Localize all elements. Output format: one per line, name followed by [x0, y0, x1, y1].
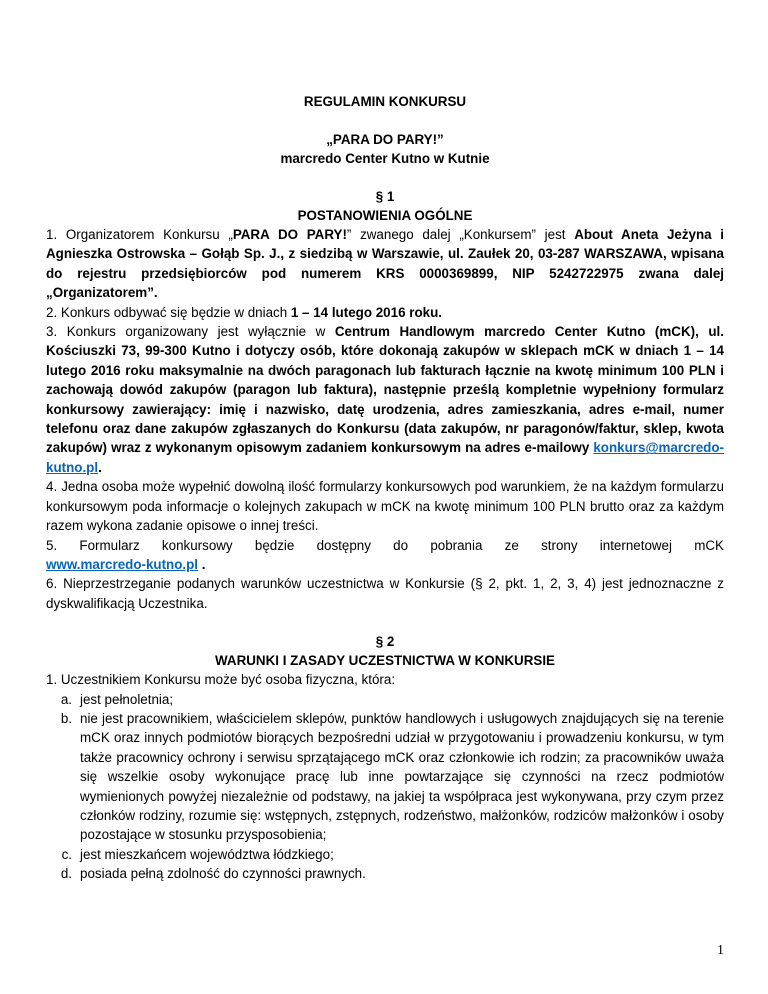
section-1-heading: POSTANOWIENIA OGÓLNE: [297, 208, 473, 223]
p2-dates: 1 – 14 lutego 2016 roku.: [290, 304, 442, 320]
section-1-paragraph-1: [46, 225, 724, 303]
section-1-paragraph-5: [46, 536, 724, 555]
p1-organizer-details: About Aneta Jeżyna i Agnieszka Ostrowska – Gołąb Sp. J., z siedzibą w Warszawie, ul. Zaułek 20, 03-287 WARSZAWA, wpisana do rejestru przedsiębiorców pod numerem KRS 0000369899, NIP 5242722975 zwana dalej „Organizatorem”.: [46, 227, 725, 301]
section-1-paragraph-3: [46, 322, 724, 477]
list-item-text: nie jest pracownikiem, właścicielem sklepów, punktów handlowych i usługowych znajdujących się na terenie mCK oraz innych podmiotów biorących bezpośredni udział w przygotowaniu i prowadzeniu konkursu, w tym także pracownicy ochrony i serwisu sprzątającego mCK oraz członkowie ich rodzin; za pracowników uważa się wszelkie osoby wykonujące pracę lub inne powtarzające się czynności na rzecz podmiotów wymienionych powyżej niezależnie od podstawy, na jakiej ta współpraca jest wykonywana, przy czym przez członków rodziny, rozumie się: wstępnych, zstępnych, rodzeństwo, małżonków, rodziców małżonków i osoby pozostające w stosunku przysposobienia;: [80, 710, 724, 843]
section-2-heading: WARUNKI I ZASADY UCZESTNICTWA W KONKURSIE: [215, 653, 555, 669]
section-1-paragraph-5-link-line: [46, 555, 724, 574]
p5-text-c: .: [198, 556, 206, 572]
list-item-marker: b.: [60, 710, 72, 726]
section-1-paragraph-2: [46, 303, 724, 322]
list-item: [46, 845, 724, 864]
p2-text-a: 2. Konkurs odbywać się będzie w dniach: [46, 304, 291, 320]
p3-text-a: 3. Konkurs organizowany jest wyłącznie w: [46, 324, 335, 340]
list-item-marker: d.: [60, 866, 72, 882]
list-item-text: posiada pełną zdolność do czynności prawnych.: [80, 866, 366, 882]
section-2-mark: § 2: [375, 634, 395, 650]
p3-details: Centrum Handlowym marcredo Center Kutno (mCK), ul. Kościuszki 73, 99-300 Kutno i dotyczy osób, które dokonają zakupów w sklepach mCK w dniach 1 – 14 lutego 2016 roku maksymalnie na dwóch paragonach lub fakturach łącznie na kwotę minimum 100 PLN i zachowają dowód zakupów (paragon lub faktura), następnie prześlą kompletnie wypełniony formularz konkursowy zawierający: imię i nazwisko, datę urodzenia, adres zamieszkania, adres e-mail, numer telefonu oraz dane zakupów zgłaszanych do Konkursu (data zakupów, nr paragonów/faktur, sklep, kwota zakupów) wraz z wykonanym opisowym zadaniem konkursowym na adres e-mailowy: [46, 324, 724, 456]
list-item: [46, 864, 724, 883]
p1-contest-name: PARA DO PARY!: [232, 227, 347, 242]
list-item: [46, 709, 724, 845]
page-number: 1: [717, 943, 724, 958]
p5-text-a: 5. Formularz konkursowy będzie dostępny do pobrania ze strony internetowej mCK: [46, 537, 724, 553]
list-item-marker: c.: [61, 846, 72, 862]
section-2-paragraph-1: 1. Uczestnikiem Konkursu może być osoba fizyczna, która:: [46, 672, 396, 688]
doc-subtitle-contest-name: „PARA DO PARY!”: [326, 132, 444, 147]
website-link[interactable]: www.marcredo-kutno.pl: [46, 556, 199, 572]
p1-text-a: 1. Organizatorem Konkursu „: [46, 227, 233, 242]
p1-text-c: ” zwanego dalej „Konkursem” jest: [346, 227, 575, 242]
section-1-mark: § 1: [375, 189, 395, 204]
section-1-paragraph-4: 4. Jedna osoba może wypełnić dowolną ilość formularzy konkursowych pod warunkiem, że na każdym formularzu konkursowym poda informacje o kolejnych zakupach w mCK na kwotę minimum 100 PLN brutto oraz za każdym razem wykona zadanie opisowe o innej treści.: [46, 479, 724, 534]
list-item-marker: a.: [60, 691, 72, 707]
doc-title: REGULAMIN KONKURSU: [303, 94, 467, 109]
doc-subtitle-venue: marcredo Center Kutno w Kutnie: [280, 151, 490, 166]
contest-email-link[interactable]: konkurs@marcredo-kutno.pl: [46, 440, 724, 475]
list-item: [46, 690, 724, 709]
document-page: [46, 92, 724, 884]
p3-text-c: .: [98, 459, 102, 475]
list-item-text: jest mieszkańcem województwa łódzkiego;: [80, 846, 334, 862]
section-1-paragraph-6: 6. Nieprzestrzeganie podanych warunków uczestnictwa w Konkursie (§ 2, pkt. 1, 2, 3, 4) jest jednoznaczne z dyskwalifikacją Uczestnika.: [46, 576, 724, 611]
list-item-text: jest pełnoletnia;: [80, 691, 174, 707]
